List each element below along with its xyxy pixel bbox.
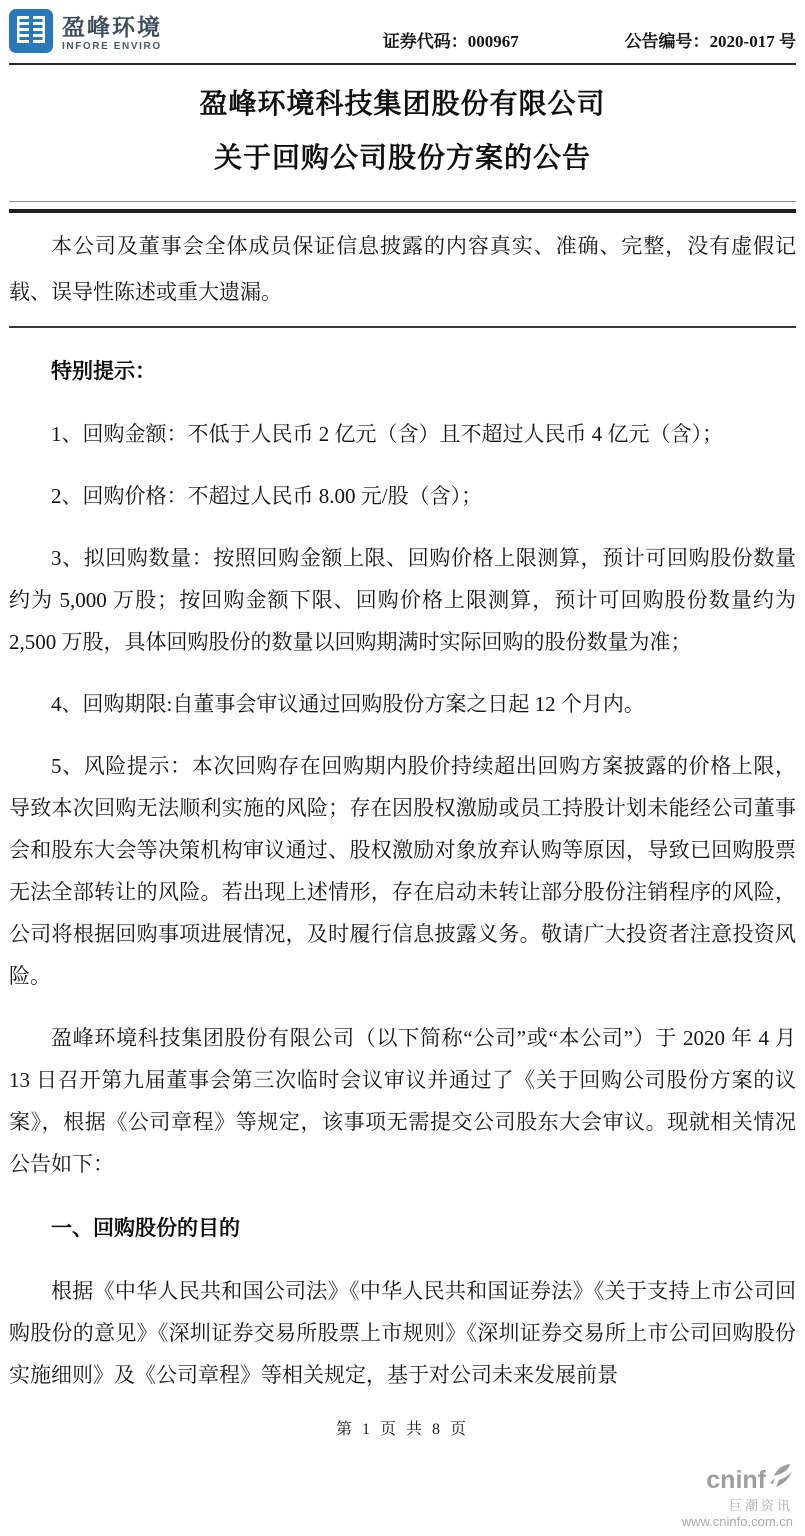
- cninfo-logo-text: cninf: [706, 1465, 766, 1494]
- cninfo-swirl-icon: [767, 1463, 793, 1497]
- document-title-line1: 盈峰环境科技集团股份有限公司: [199, 89, 606, 120]
- notice-item-repurchase-quantity: 3、拟回购数量：按照回购金额上限、回购价格上限测算，预计可回购股份数量约为 5,000 万股；按回购金额下限、回购价格上限测算，预计可回购股份数量约为 2,500 万股，具体回购股份的数量以回购期满时实际回购的股份数量为准；: [9, 546, 796, 654]
- cninfo-logo: [682, 1463, 793, 1497]
- intro-paragraph: 盈峰环境科技集团股份有限公司（以下简称“公司”或“本公司”）于 2020 年 4 月 13 日召开第九届董事会第三次临时会议审议并通过了《关于回购公司股份方案的议案》，根据《公司章程》等规定，该事项无需提交公司股东大会审议。现就相关情况公告如下：: [9, 1026, 796, 1176]
- cninfo-watermark: [682, 1463, 793, 1530]
- security-code: 证券代码：000967: [382, 32, 519, 51]
- special-notice-heading: 特别提示：: [51, 360, 156, 383]
- company-name-zh: 盈峰环境: [62, 13, 162, 40]
- infore-logo-icon: [9, 9, 53, 58]
- company-logo-text: [62, 13, 162, 52]
- notice-item-risk-warning: 5、风险提示：本次回购存在回购期内股价持续超出回购方案披露的价格上限，导致本次回购无法顺利实施的风险；存在因股权激励或员工持股计划未能经公司董事会和股东大会等决策机构审议通过、股权激励对象放弃认购等原因，导致已回购股票无法全部转让的风险。若出现上述情形，存在启动未转让部分股份注销程序的风险，公司将根据回购事项进展情况，及时履行信息披露义务。敬请广大投资者注意投资风险。: [9, 754, 796, 988]
- notice-item-repurchase-price: 2、回购价格：不超过人民币 8.00 元/股（含）；: [51, 484, 483, 508]
- section1-heading: 一、回购股份的目的: [51, 1217, 240, 1240]
- notice-item-repurchase-amount: 1、回购金额：不低于人民币 2 亿元（含）且不超过人民币 4 亿元（含）；: [51, 422, 723, 446]
- page-number: 第 1 页 共 8 页: [335, 1421, 469, 1438]
- company-name-en: INFORE ENVIRO: [62, 40, 162, 52]
- disclaimer-statement: 本公司及董事会全体成员保证信息披露的内容真实、准确、完整，没有虚假记载、误导性陈述或重大遗漏。: [9, 213, 796, 328]
- cninfo-name: 巨潮资讯: [728, 1497, 793, 1513]
- document-header: [9, 0, 796, 65]
- notice-item-repurchase-period: 4、回购期限:自董事会审议通过回购股份方案之日起 12 个月内。: [51, 692, 645, 716]
- document-title-line2: 关于回购公司股份方案的公告: [213, 143, 591, 174]
- title-divider-rule: [9, 201, 796, 213]
- cninfo-url: www.cninfo.com.cn: [681, 1513, 793, 1529]
- company-logo: [9, 9, 162, 58]
- section1-paragraph: 根据《中华人民共和国公司法》《中华人民共和国证券法》《关于支持上市公司回购股份的意见》《深圳证券交易所股票上市规则》《深圳证券交易所上市公司回购股份实施细则》及《公司章程》等相关规定，基于对公司未来发展前景: [9, 1279, 796, 1387]
- announcement-number: 公告编号：2020-017 号: [624, 32, 796, 51]
- title-block: [9, 65, 796, 201]
